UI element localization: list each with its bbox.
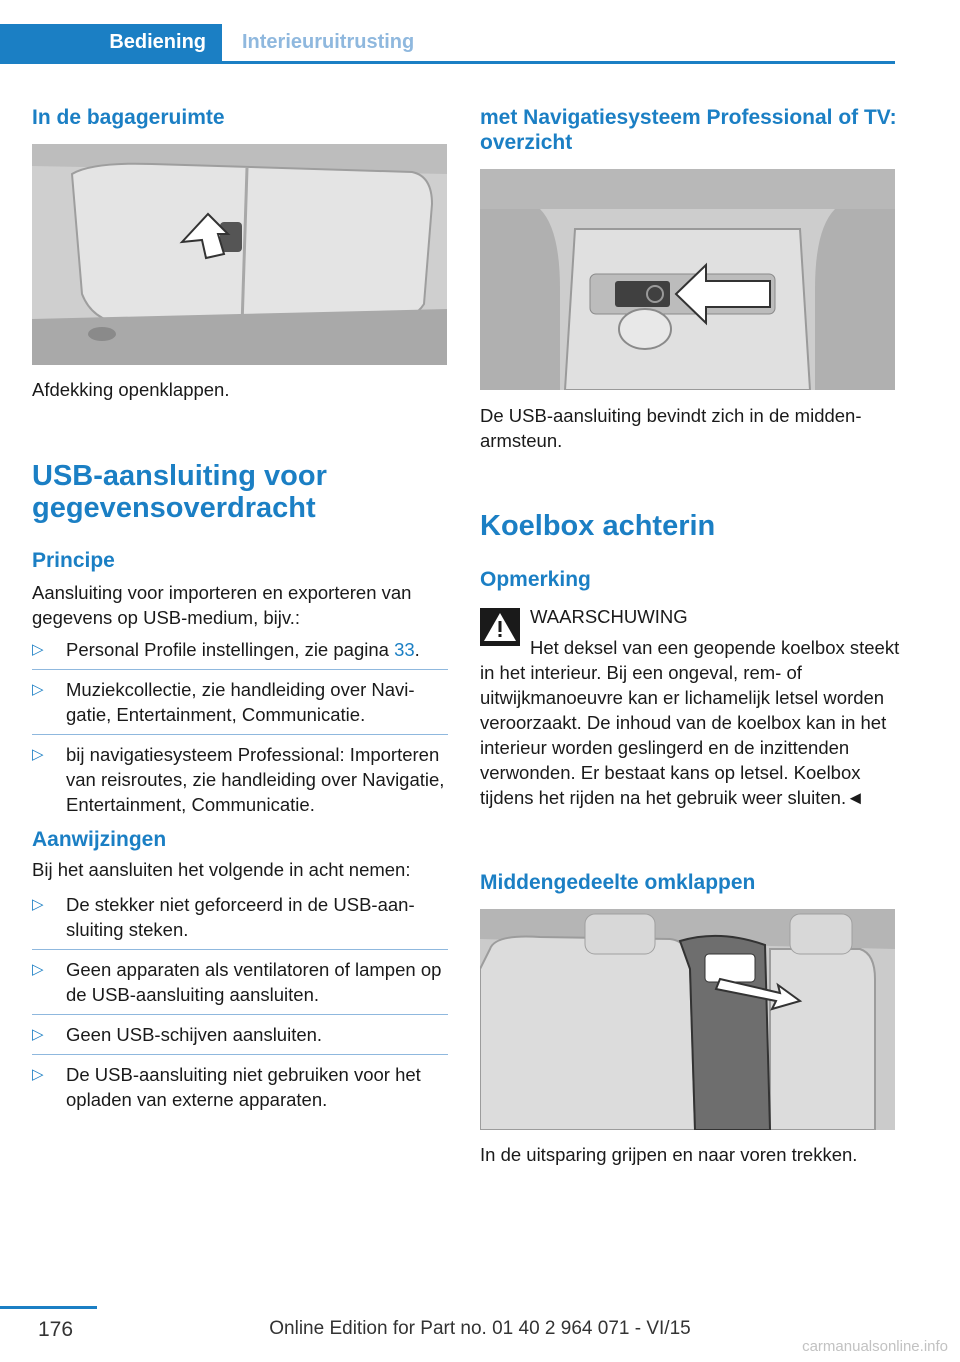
aanwijzingen-text: Bij het aansluiten het volgende in acht nemen: (32, 859, 411, 880)
section-tab-active-label: Bediening (109, 31, 206, 53)
list-item: ▷ Geen USB-schijven aansluiten. (32, 1022, 448, 1055)
heading-middengedeelte: Middengedeelte omklappen (480, 871, 756, 894)
principe-list (32, 637, 448, 824)
header-rule (0, 61, 895, 64)
photo-usb-armrest (480, 169, 895, 390)
title-koelbox: Koelbox achterin (480, 510, 716, 542)
photo-trunk-cover (32, 144, 447, 365)
warning-text: Het deksel van een geopende koelbox steekt in het interieur. Bij een ongeval, rem- of uitwijkmanoeuvre kan er lichamelijk letsel worden veroorzaakt. De inhoud van de koelbox kan in het interieur worden geslingerd en de inzittenden verwonden. Er bestaat kans op letsel. Koelbox tijdens het rijden na het gebruik weer sluiten.◄ (480, 637, 900, 808)
list-item: ▷ De stekker niet geforceerd in de USB-aansluiting steken. (32, 892, 448, 950)
photo-rear-seat-armrest (480, 909, 895, 1130)
heading-aanwijzingen: Aanwijzingen (32, 828, 167, 851)
bullet-triangle-icon: ▷ (32, 1066, 44, 1083)
aanwijzingen-list (32, 892, 448, 1119)
warning-label: WAARSCHUWING (530, 606, 688, 627)
bullet-triangle-icon: ▷ (32, 896, 44, 913)
list-item: ▷ Muziekcollectie, zie handleiding over Navigatie, Entertainment, Communicatie. (32, 677, 448, 735)
bullet-triangle-icon: ▷ (32, 1026, 44, 1043)
list-item: ▷ Geen apparaten als ventilatoren of lampen op de USB-aansluiting aansluiten. (32, 957, 448, 1015)
heading-opmerking: Opmerking (480, 568, 591, 591)
page-link[interactable]: 33 (394, 639, 415, 660)
watermark: carmanualsonline.info (802, 1338, 948, 1355)
page-number: 176 (38, 1318, 74, 1341)
principe-text: Aansluiting voor importeren en exporteren van gegevens op USB-medium, bijv.: (32, 582, 412, 628)
heading-principe: Principe (32, 549, 115, 572)
heading-bagageruimte: In de bagageruimte (32, 106, 225, 129)
section-tab-active[interactable] (0, 24, 222, 62)
caption-navigatiesysteem: De USB-aansluiting bevindt zich in de middenarmsteun. (480, 405, 862, 451)
list-item: ▷ De USB-aansluiting niet gebruiken voor het opladen van externe apparaten. (32, 1064, 421, 1110)
bullet-triangle-icon: ▷ (32, 746, 44, 763)
bullet-triangle-icon: ▷ (32, 681, 44, 698)
section-tab-inactive[interactable]: Interieuruitrusting (242, 31, 415, 53)
heading-navigatiesysteem: met Navigatiesysteem Professional of TV: overzicht (480, 106, 897, 154)
caption-bagageruimte: Afdekking openklappen. (32, 379, 230, 400)
page-number-rule (0, 1306, 97, 1309)
list-item: ▷ Personal Profile instellingen, zie pagina 33. (32, 637, 448, 670)
title-usb-aansluiting: USB-aansluiting voor gegevensoverdracht (32, 460, 327, 524)
caption-middengedeelte: In de uitsparing grijpen en naar voren trekken. (480, 1144, 858, 1165)
page-header (0, 0, 960, 64)
footer-edition: Online Edition for Part no. 01 40 2 964 071 - VI/15 (269, 1318, 691, 1339)
bullet-triangle-icon: ▷ (32, 641, 44, 658)
bullet-triangle-icon: ▷ (32, 961, 44, 978)
list-item: ▷ bij navigatiesysteem Professional: Importeren van reisroutes, zie handleiding over Navigatie, Entertainment, Communicatie. (32, 744, 445, 815)
